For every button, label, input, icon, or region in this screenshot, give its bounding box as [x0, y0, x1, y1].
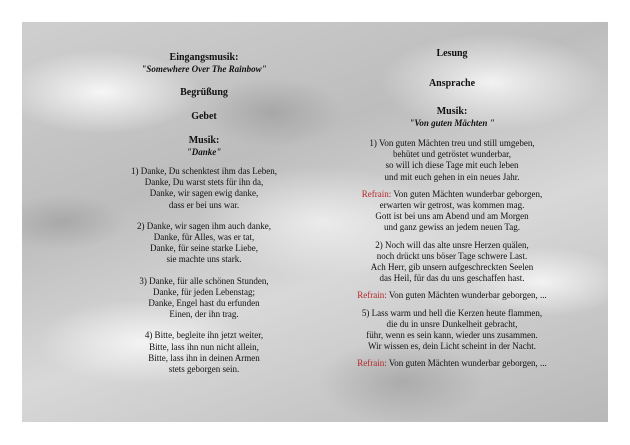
lyric-line: noch drückt uns böser Tage schwere Last.: [376, 250, 528, 261]
lyric-line: dass er bei uns war.: [168, 199, 240, 210]
greeting-heading: Begrüßung: [180, 87, 228, 98]
refrain-3: [324, 358, 580, 369]
lyric-line: 1) Von guten Mächten treu und still umgeben,: [369, 138, 535, 148]
song-stanza-4: [94, 330, 314, 375]
refrain-label: Refrain:: [357, 290, 387, 301]
lyric-line: führ, wenn es sein kann, wieder uns zusammen.: [366, 330, 538, 341]
music-title: "Danke": [186, 147, 222, 157]
lyric-line: Wir wissen es, dein Licht scheint in der Nacht.: [367, 341, 537, 352]
lyric-line: 1) Danke, Du schenktest ihm das Leben,: [131, 166, 277, 176]
entrance-music-heading: Eingangsmusik:: [169, 52, 239, 63]
program-sheet: [22, 22, 608, 422]
refrain-text: Von guten Mächten wunderbar geborgen, ...: [386, 358, 547, 369]
entrance-music-title: "Somewhere Over The Rainbow": [141, 64, 267, 74]
lyric-line: Danke, Du warst stets für ihn da,: [144, 177, 264, 188]
lyric-line: Ach Herr, gib unsern aufgeschreckten Seelen: [370, 262, 534, 273]
music-title-right: "Von guten Mächten ": [409, 118, 495, 128]
lyric-line: Danke, für jeden Lebenstag;: [153, 286, 255, 297]
lyric-line: erwarten wir getrost, was kommen mag.: [379, 200, 525, 211]
lyric-line: und ganz gewiss an jedem neuen Tag.: [384, 222, 520, 233]
music-heading-right: Musik:: [436, 106, 468, 117]
refrain-text: Von guten Mächten wunderbar geborgen, ...: [386, 290, 547, 301]
lyric-line: behütet und getröstet wunderbar,: [392, 149, 512, 160]
lyric-line: 4) Bitte, begleite ihn jetzt weiter,: [144, 330, 264, 341]
reading-heading: Lesung: [436, 48, 468, 59]
lyric-line: Danke, für Alles, was er tat,: [153, 232, 255, 243]
lyric-line: Bitte, lass ihn nun nicht allein,: [149, 341, 259, 352]
lyric-line: die du in unsre Dunkelheit gebracht,: [386, 318, 518, 329]
lyric-line: Danke, für seine starke Liebe,: [150, 243, 258, 254]
left-column: [94, 52, 314, 375]
right-column: [324, 48, 580, 370]
refrain-text: Von guten Mächten wunderbar geborgen,: [391, 188, 543, 199]
lyric-line: 2) Noch will das alte unsre Herzen quälen,: [375, 239, 529, 250]
refrain-label: Refrain:: [357, 358, 387, 369]
hymn-stanza-5: [324, 308, 580, 353]
refrain-1: [324, 189, 580, 200]
lyric-line: 3) Danke, für alle schönen Stunden,: [139, 275, 269, 286]
lyric-line: Bitte, lass ihn in deinen Armen: [148, 352, 260, 363]
song-stanza-2: [94, 221, 314, 266]
music-heading: Musik:: [188, 135, 220, 146]
lyric-line: 5) Lass warm und hell die Kerzen heute flammen,: [361, 307, 543, 318]
hymn-stanza-1: [324, 138, 580, 183]
lyric-line: stets geborgen sein.: [168, 364, 240, 375]
prayer-heading: Gebet: [191, 111, 217, 122]
song-stanza-1: [94, 166, 314, 211]
song-stanza-3: [94, 276, 314, 321]
refrain-label: Refrain:: [361, 188, 392, 199]
lyric-line: sie machte uns stark.: [166, 254, 242, 265]
lyric-line: das Heil, für das du uns geschaffen hast.: [379, 273, 525, 284]
refrain-1-lines: [324, 200, 580, 234]
address-heading: Ansprache: [428, 78, 476, 89]
lyric-line: Danke, Engel hast du erfunden: [148, 298, 260, 309]
refrain-2: [324, 290, 580, 301]
lyric-line: 2) Danke, wir sagen ihm auch danke,: [137, 220, 271, 231]
lyric-line: und mit euch gehen in ein neues Jahr.: [384, 171, 520, 182]
lyric-line: Gott ist bei uns am Abend und am Morgen: [375, 211, 529, 222]
lyric-line: Danke, wir sagen ewig danke,: [149, 188, 259, 199]
lyric-line: so will ich diese Tage mit euch leben: [385, 160, 519, 171]
hymn-stanza-2: [324, 240, 580, 285]
lyric-line: Einen, der ihn trag.: [169, 309, 239, 320]
